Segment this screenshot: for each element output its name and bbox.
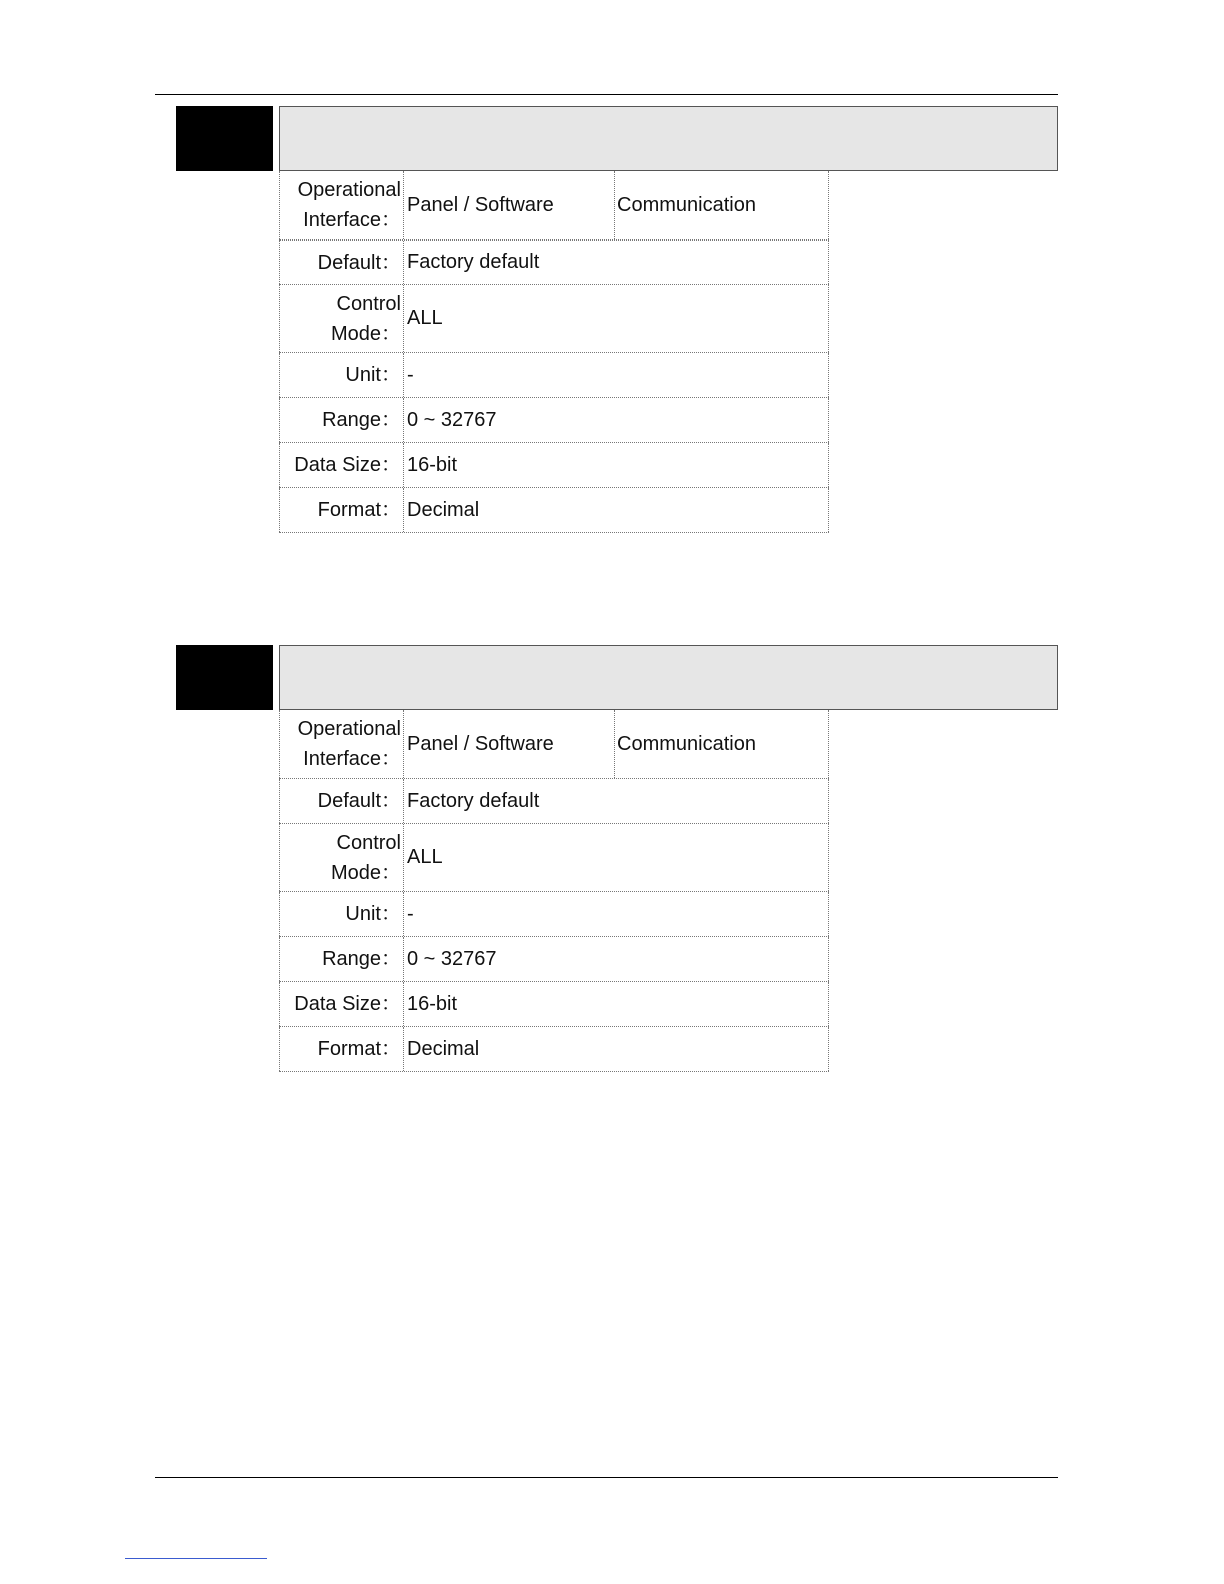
value-format: Decimal <box>404 1027 829 1071</box>
label-line: Operational <box>297 179 401 201</box>
row-control-mode <box>279 285 829 353</box>
label-format: Format： <box>279 488 404 532</box>
label-format: Format： <box>279 1027 404 1071</box>
value-default: Factory default <box>404 779 829 823</box>
row-format <box>279 488 829 533</box>
value-operational-interface <box>404 171 829 239</box>
value-control-mode: ALL <box>404 824 829 891</box>
parameter-attributes-table <box>279 710 829 1072</box>
label-default: Default： <box>279 241 404 284</box>
label-data-size: Data Size： <box>279 443 404 487</box>
value-default: Factory default <box>404 241 829 284</box>
parameter-header-cell-code <box>279 645 374 710</box>
value-data-size: 16-bit <box>404 982 829 1026</box>
parameter-code-tag <box>176 645 273 710</box>
label-operational-interface <box>279 710 404 778</box>
value-format: Decimal <box>404 488 829 532</box>
label-line: Control <box>336 831 401 854</box>
row-default <box>279 240 829 285</box>
label-range: Range： <box>279 937 404 981</box>
label-line: Interface： <box>303 748 401 770</box>
value-communication: Communication <box>617 732 756 755</box>
row-range <box>279 398 829 443</box>
value-panel-software: Panel / Software <box>404 710 615 778</box>
value-control-mode: ALL <box>404 285 829 352</box>
row-data-size <box>279 982 829 1027</box>
value-operational-interface <box>404 710 829 778</box>
value-range: 0 ~ 32767 <box>404 937 829 981</box>
value-unit: - <box>404 353 829 397</box>
label-range: Range： <box>279 398 404 442</box>
parameter-header-cell-name <box>373 645 829 710</box>
footer-link-underline <box>125 1558 267 1559</box>
parameter-header-cell-address <box>828 645 1058 710</box>
label-operational-interface <box>279 171 404 239</box>
value-range: 0 ~ 32767 <box>404 398 829 442</box>
label-line: Operational <box>297 718 401 740</box>
row-range <box>279 937 829 982</box>
label-unit: Unit： <box>279 353 404 397</box>
row-default <box>279 779 829 824</box>
value-data-size: 16-bit <box>404 443 829 487</box>
value-unit: - <box>404 892 829 936</box>
parameter-header-cell-name <box>373 106 829 171</box>
footer-rule <box>155 1477 1058 1478</box>
parameter-attributes-table <box>279 171 829 533</box>
label-line: Mode： <box>330 861 401 884</box>
row-format <box>279 1027 829 1072</box>
row-unit <box>279 353 829 398</box>
row-unit <box>279 892 829 937</box>
parameter-header-cell-code <box>279 106 374 171</box>
value-communication: Communication <box>617 193 756 216</box>
label-line: Interface： <box>303 209 401 231</box>
label-unit: Unit： <box>279 892 404 936</box>
value-panel-software: Panel / Software <box>404 171 615 239</box>
row-operational-interface <box>279 710 829 779</box>
label-line: Control <box>336 292 401 315</box>
row-operational-interface <box>279 171 829 240</box>
label-default: Default： <box>279 779 404 823</box>
parameter-code-tag <box>176 106 273 171</box>
row-data-size <box>279 443 829 488</box>
label-data-size: Data Size： <box>279 982 404 1026</box>
parameter-header-cell-address <box>828 106 1058 171</box>
header-rule <box>155 94 1058 95</box>
row-control-mode <box>279 824 829 892</box>
label-control-mode <box>279 285 404 352</box>
label-line: Mode： <box>330 322 401 345</box>
label-control-mode <box>279 824 404 891</box>
